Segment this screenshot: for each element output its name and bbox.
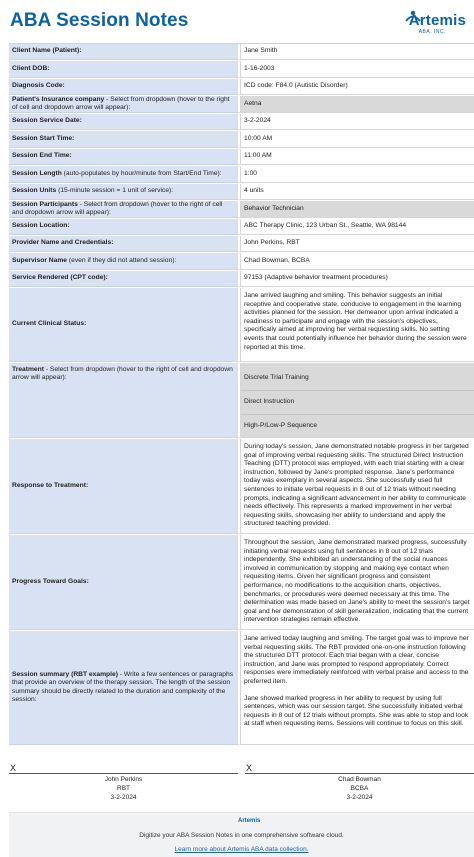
participants-dropdown[interactable]: Behavior Technician (240, 201, 474, 218)
learn-more-link[interactable]: Learn more about Artemis ABA data collection. (174, 846, 309, 853)
field-label: Session summary (RBT example) - Write a few sentences or paragraphs that provide an overview of the therapy session. The length of the session summary should be directly related to the duration and complexity of the session: (9, 631, 240, 745)
signer-credential: RBT (117, 785, 130, 793)
logo-wordmark: Artemis (408, 12, 466, 29)
field-label: Provider Name and Credentials: (9, 236, 240, 252)
row-session-summary (9, 631, 474, 746)
clinical-status-value[interactable]: Jane arrived laughing and smiling. This behavior suggests an initial receptive and cooperative state, conducive to engagement in the learning activities planned for the session. Her demeanor upon arrival indicated a readiness to participate and engage with the session's objectives, specifically aimed at improving her verbal requesting skills. No setting events that could potentially influence her behavior during the session were reported at this time. (240, 288, 474, 362)
row-client-name (9, 44, 474, 61)
artemis-logo (404, 8, 466, 36)
row-session-length (9, 166, 474, 184)
summary-paragraph: Jane arrived today laughing and smiling. The target goal was to improve her verbal requesting skills. The RBT provided one-on-one instruction following the structured DTT protocol. Each trial began with a clear, concise instruction, and Jane was prompted to respond appropriately. Correct responses were immediately reinforced with verbal praise and access to the preferred item. (244, 635, 469, 685)
signature-details (9, 775, 238, 803)
field-label: Diagnosis Code: (9, 79, 240, 95)
row-location (9, 219, 474, 236)
page-title: ABA Session Notes (10, 10, 189, 31)
signature-date: 3-2-2024 (346, 794, 373, 802)
location-value[interactable]: ABC Therapy Clinic, 123 Urban St., Seattle, WA 98144 (240, 219, 474, 235)
field-label: Session Start Time: (9, 131, 240, 148)
logo-subtitle: ABA, INC. (418, 29, 446, 35)
session-units-value[interactable]: 4 units (240, 184, 474, 200)
client-dob-value[interactable]: 1-16-2003 (240, 61, 474, 78)
start-time-value[interactable]: 10:00 AM (240, 131, 474, 148)
footer-logo: Artemis (238, 818, 261, 824)
field-label: Treatment - Select from dropdown (hover to the right of cell and dropdown arrow will appear): (9, 363, 240, 438)
field-label: Service Rendered (CPT code): (9, 271, 240, 287)
signer-credential: BCBA (350, 785, 369, 793)
field-label: Current Clinical Status: (9, 288, 240, 362)
session-notes-table (9, 43, 474, 746)
row-client-dob (9, 61, 474, 79)
signer-name: John Perkins (104, 776, 143, 783)
signer-name: Chad Bowman (338, 776, 381, 783)
footer-text: Digitize your ABA Session Notes in one comprehensive software cloud. (139, 832, 344, 839)
treatment-option[interactable]: High-P/Low-P Sequence (241, 414, 474, 437)
field-label: Session Service Date: (9, 114, 240, 130)
service-date-value[interactable]: 3-2-2024 (240, 114, 474, 130)
treatment-option[interactable]: Discrete Trial Training (244, 373, 309, 381)
row-supervisor (9, 253, 474, 271)
field-label: Client Name (Patient): (9, 44, 240, 60)
row-start-time (9, 131, 474, 149)
field-label: Session Length (auto-populates by hour/minute from Start/End Time): (9, 166, 240, 183)
row-response-treatment (9, 439, 474, 535)
row-treatment (9, 363, 474, 439)
row-progress-goals (9, 535, 474, 631)
row-clinical-status (9, 288, 474, 363)
field-label: Response to Treatment: (9, 439, 240, 534)
row-end-time (9, 149, 474, 166)
row-service-date (9, 114, 474, 131)
row-provider (9, 236, 474, 253)
insurance-dropdown[interactable]: Aetna (240, 96, 474, 113)
signature-line (9, 773, 238, 774)
row-cpt-code (9, 271, 474, 288)
field-label: Session Participants - Select from dropdown (hover to the right of cell and dropdown arrow will appear): (9, 201, 240, 218)
client-name-value[interactable]: Jane Smith (240, 44, 474, 60)
supervisor-value[interactable]: Chad Bowman, BCBA (240, 253, 474, 270)
treatment-dropdowns (240, 363, 474, 438)
field-label: Session Location: (9, 219, 240, 235)
treatment-option[interactable]: Direct Instruction (241, 390, 474, 414)
row-session-units (9, 184, 474, 201)
signature-date: 3-2-2024 (110, 794, 137, 802)
response-treatment-value[interactable]: During today's session, Jane demonstrated notable progress in her targeted goal of improving verbal requesting skills. The structured Direct Instruction Teaching (DTT) protocol was employed, with each trial starting with a clear instruction, followed by Jane's prompted response. Jane's performance today was exemplary in several aspects. She successfully used full sentences to initiate verbal requests in 8 out of 12 trials without needing prompts, indicating a significant advancement in her ability to communicate needs effectively. This represents a marked improvement in her verbal requesting skills, showcasing her ability to understand and apply the structured teaching provided. (240, 439, 474, 534)
field-label: Session Units (15-minute session = 1 unit of service): (9, 184, 240, 200)
summary-paragraph: Jane showed marked progress in her ability to request by using full sentences, which was our session target. She successfully initiated verbal requests in 8 out of 12 trials without prompts. She was able to stop and look at staff when requesting items. Sessions will continue to focus on this skill. (244, 694, 469, 728)
progress-goals-value[interactable]: Throughout the session, Jane demonstrated marked progress, successfully initiating verbal requests using full sentences in 8 out of 12 trials independently. She exhibited an understanding of the social nuances involved in communication by stopping and making eye contact when requesting items. Given her significant progress and consistent performance, no modifications to the acquisition charts, objectives, benchmarks, or procedures were deemed necessary at this time. The determination was made based on Jane's ability to meet the session's target goal and her demonstration of skill generalization, indicating that the current intervention strategies remain effective. (240, 535, 474, 630)
signature-mark[interactable]: X (246, 763, 253, 773)
signature-mark[interactable]: X (10, 763, 17, 773)
signature-line (245, 773, 474, 774)
diagnosis-code-value[interactable]: ICD code: F84.0 (Autistic Disorder) (240, 79, 474, 95)
field-label: Supervisor Name (even if they did not attend session): (9, 253, 240, 270)
provider-value[interactable]: John Perkins, RBT (240, 236, 474, 252)
field-label: Patient's Insurance company - Select from dropdown (hover to the right of cell and dropdown arrow will appear): (9, 96, 240, 113)
field-label: Client DOB: (9, 61, 240, 78)
session-length-value[interactable]: 1:00 (240, 166, 474, 183)
row-participants (9, 201, 474, 219)
end-time-value[interactable]: 11:00 AM (240, 149, 474, 165)
document-header (0, 0, 474, 42)
session-summary-value[interactable] (240, 631, 474, 745)
cpt-code-value[interactable]: 97153 (Adaptive behavior treatment procedures) (240, 271, 474, 287)
field-label: Progress Toward Goals: (9, 535, 240, 630)
promo-footer (9, 812, 474, 857)
field-label: Session End Time: (9, 149, 240, 165)
row-diagnosis-code (9, 79, 474, 96)
signature-details (245, 775, 474, 803)
row-insurance (9, 96, 474, 114)
